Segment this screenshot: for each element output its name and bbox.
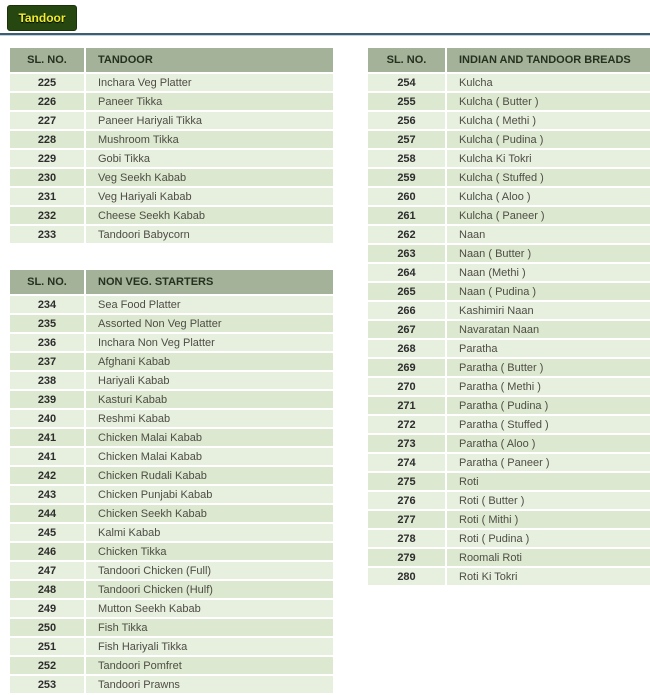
- tandoor-tab-button[interactable]: Tandoor: [7, 5, 77, 31]
- row-serial-number: 263: [368, 245, 445, 264]
- menu-item-name: Mushroom Tikka: [84, 131, 333, 150]
- row-serial-number: 232: [10, 207, 84, 226]
- menu-item-name: Chicken Tikka: [84, 543, 333, 562]
- menu-item-name: Tandoori Pomfret: [84, 657, 333, 676]
- table-row: [10, 486, 333, 505]
- menu-item-name: Chicken Malai Kabab: [84, 429, 333, 448]
- table-row: [368, 321, 650, 340]
- tandoor-table-body: [10, 74, 333, 245]
- table-row: [10, 467, 333, 486]
- menu-item-name: Fish Hariyali Tikka: [84, 638, 333, 657]
- row-serial-number: 270: [368, 378, 445, 397]
- table-row: [10, 207, 333, 226]
- row-serial-number: 262: [368, 226, 445, 245]
- row-serial-number: 246: [10, 543, 84, 562]
- menu-item-name: Gobi Tikka: [84, 150, 333, 169]
- row-serial-number: 243: [10, 486, 84, 505]
- row-serial-number: 235: [10, 315, 84, 334]
- menu-item-name: Chicken Seekh Kabab: [84, 505, 333, 524]
- table-row: [10, 429, 333, 448]
- table-row: [10, 581, 333, 600]
- breads-column-header: INDIAN AND TANDOOR BREADS: [445, 48, 650, 74]
- left-column: [10, 48, 333, 695]
- menu-item-name: Afghani Kabab: [84, 353, 333, 372]
- row-serial-number: 233: [10, 226, 84, 245]
- slno-column-header: SL. NO.: [368, 48, 445, 74]
- menu-item-name: Veg Hariyali Kabab: [84, 188, 333, 207]
- row-serial-number: 229: [10, 150, 84, 169]
- menu-item-name: Kulcha ( Paneer ): [445, 207, 650, 226]
- row-serial-number: 269: [368, 359, 445, 378]
- table-row: [10, 150, 333, 169]
- tandoor-table: [10, 48, 333, 245]
- non-veg-starters-table-body: [10, 296, 333, 695]
- row-serial-number: 238: [10, 372, 84, 391]
- table-row: [368, 530, 650, 549]
- table-row: [10, 543, 333, 562]
- menu-item-name: Roomali Roti: [445, 549, 650, 568]
- menu-item-name: Paneer Tikka: [84, 93, 333, 112]
- row-serial-number: 249: [10, 600, 84, 619]
- table-row: [10, 657, 333, 676]
- menu-item-name: Naan (Methi ): [445, 264, 650, 283]
- row-serial-number: 259: [368, 169, 445, 188]
- row-serial-number: 276: [368, 492, 445, 511]
- row-serial-number: 267: [368, 321, 445, 340]
- row-serial-number: 256: [368, 112, 445, 131]
- table-row: [10, 74, 333, 93]
- table-row: [368, 435, 650, 454]
- table-row: [368, 131, 650, 150]
- menu-item-name: Kulcha Ki Tokri: [445, 150, 650, 169]
- row-serial-number: 234: [10, 296, 84, 315]
- indian-tandoor-breads-table: [368, 48, 650, 587]
- row-serial-number: 280: [368, 568, 445, 587]
- row-serial-number: 226: [10, 93, 84, 112]
- menu-item-name: Naan: [445, 226, 650, 245]
- menu-item-name: Tandoori Prawns: [84, 676, 333, 695]
- menu-item-name: Paratha: [445, 340, 650, 359]
- row-serial-number: 258: [368, 150, 445, 169]
- menu-item-name: Tandoori Chicken (Hulf): [84, 581, 333, 600]
- menu-item-name: Paratha ( Butter ): [445, 359, 650, 378]
- table-row: [368, 245, 650, 264]
- row-serial-number: 272: [368, 416, 445, 435]
- row-serial-number: 244: [10, 505, 84, 524]
- menu-item-name: Paratha ( Stuffed ): [445, 416, 650, 435]
- table-row: [368, 74, 650, 93]
- table-row: [10, 93, 333, 112]
- row-serial-number: 241: [10, 448, 84, 467]
- menu-item-name: Reshmi Kabab: [84, 410, 333, 429]
- menu-item-name: Kulcha ( Methi ): [445, 112, 650, 131]
- menu-item-name: Kulcha ( Pudina ): [445, 131, 650, 150]
- row-serial-number: 227: [10, 112, 84, 131]
- non-veg-starters-column-header: NON VEG. STARTERS: [84, 270, 333, 296]
- menu-item-name: Kulcha: [445, 74, 650, 93]
- row-serial-number: 260: [368, 188, 445, 207]
- menu-item-name: Tandoori Babycorn: [84, 226, 333, 245]
- row-serial-number: 274: [368, 454, 445, 473]
- menu-item-name: Mutton Seekh Kabab: [84, 600, 333, 619]
- menu-item-name: Veg Seekh Kabab: [84, 169, 333, 188]
- row-serial-number: 264: [368, 264, 445, 283]
- table-row: [368, 340, 650, 359]
- menu-item-name: Roti ( Mithi ): [445, 511, 650, 530]
- menu-item-name: Navaratan Naan: [445, 321, 650, 340]
- row-serial-number: 268: [368, 340, 445, 359]
- table-row: [368, 302, 650, 321]
- menu-item-name: Roti ( Butter ): [445, 492, 650, 511]
- row-serial-number: 265: [368, 283, 445, 302]
- table-row: [10, 391, 333, 410]
- table-row: [368, 416, 650, 435]
- table-row: [368, 378, 650, 397]
- menu-item-name: Kashimiri Naan: [445, 302, 650, 321]
- table-row: [10, 296, 333, 315]
- menu-item-name: Tandoori Chicken (Full): [84, 562, 333, 581]
- table-row: [10, 353, 333, 372]
- menu-item-name: Roti: [445, 473, 650, 492]
- table-row: [368, 112, 650, 131]
- row-serial-number: 225: [10, 74, 84, 93]
- indian-tandoor-breads-table-body: [368, 74, 650, 587]
- row-serial-number: 228: [10, 131, 84, 150]
- row-serial-number: 248: [10, 581, 84, 600]
- menu-item-name: Naan ( Butter ): [445, 245, 650, 264]
- table-header-row: [368, 48, 650, 74]
- row-serial-number: 254: [368, 74, 445, 93]
- row-serial-number: 245: [10, 524, 84, 543]
- row-serial-number: 255: [368, 93, 445, 112]
- row-serial-number: 240: [10, 410, 84, 429]
- menu-item-name: Roti Ki Tokri: [445, 568, 650, 587]
- slno-column-header: SL. NO.: [10, 270, 84, 296]
- table-row: [10, 524, 333, 543]
- row-serial-number: 261: [368, 207, 445, 226]
- table-row: [10, 226, 333, 245]
- table-row: [10, 169, 333, 188]
- menu-item-name: Kasturi Kabab: [84, 391, 333, 410]
- tandoor-column-header: TANDOOR: [84, 48, 333, 74]
- table-header-row: [10, 270, 333, 296]
- row-serial-number: 250: [10, 619, 84, 638]
- row-serial-number: 247: [10, 562, 84, 581]
- table-row: [368, 169, 650, 188]
- right-column: [368, 48, 650, 587]
- row-serial-number: 266: [368, 302, 445, 321]
- slno-column-header: SL. NO.: [10, 48, 84, 74]
- row-serial-number: 252: [10, 657, 84, 676]
- table-row: [10, 315, 333, 334]
- table-row: [368, 511, 650, 530]
- menu-item-name: Chicken Punjabi Kabab: [84, 486, 333, 505]
- row-serial-number: 241: [10, 429, 84, 448]
- menu-item-name: Chicken Rudali Kabab: [84, 467, 333, 486]
- row-serial-number: 239: [10, 391, 84, 410]
- menu-item-name: Inchara Non Veg Platter: [84, 334, 333, 353]
- table-row: [368, 473, 650, 492]
- table-row: [368, 397, 650, 416]
- menu-item-name: Roti ( Pudina ): [445, 530, 650, 549]
- menu-item-name: Chicken Malai Kabab: [84, 448, 333, 467]
- menu-item-name: Paratha ( Aloo ): [445, 435, 650, 454]
- table-row: [10, 112, 333, 131]
- table-row: [368, 568, 650, 587]
- row-serial-number: 230: [10, 169, 84, 188]
- table-row: [10, 334, 333, 353]
- table-row: [10, 600, 333, 619]
- table-row: [10, 131, 333, 150]
- table-row: [368, 359, 650, 378]
- table-row: [368, 150, 650, 169]
- non-veg-starters-table: [10, 270, 333, 695]
- row-serial-number: 279: [368, 549, 445, 568]
- row-serial-number: 275: [368, 473, 445, 492]
- table-row: [10, 188, 333, 207]
- table-row: [10, 448, 333, 467]
- table-row: [10, 638, 333, 657]
- row-serial-number: 278: [368, 530, 445, 549]
- table-row: [368, 549, 650, 568]
- table-row: [368, 454, 650, 473]
- table-row: [368, 492, 650, 511]
- table-row: [10, 410, 333, 429]
- row-serial-number: 273: [368, 435, 445, 454]
- table-row: [368, 226, 650, 245]
- table-row: [10, 505, 333, 524]
- row-serial-number: 271: [368, 397, 445, 416]
- menu-item-name: Hariyali Kabab: [84, 372, 333, 391]
- table-row: [368, 207, 650, 226]
- menu-item-name: Paratha ( Paneer ): [445, 454, 650, 473]
- row-serial-number: 253: [10, 676, 84, 695]
- table-row: [10, 562, 333, 581]
- row-serial-number: 236: [10, 334, 84, 353]
- menu-item-name: Cheese Seekh Kabab: [84, 207, 333, 226]
- table-row: [10, 676, 333, 695]
- row-serial-number: 257: [368, 131, 445, 150]
- table-row: [368, 264, 650, 283]
- menu-item-name: Naan ( Pudina ): [445, 283, 650, 302]
- top-bar: [0, 0, 650, 35]
- menu-item-name: Paratha ( Methi ): [445, 378, 650, 397]
- row-serial-number: 237: [10, 353, 84, 372]
- menu-item-name: Kulcha ( Aloo ): [445, 188, 650, 207]
- menu-item-name: Fish Tikka: [84, 619, 333, 638]
- row-serial-number: 251: [10, 638, 84, 657]
- menu-item-name: Paratha ( Pudina ): [445, 397, 650, 416]
- menu-item-name: Kulcha ( Stuffed ): [445, 169, 650, 188]
- table-row: [10, 372, 333, 391]
- table-row: [368, 283, 650, 302]
- menu-item-name: Kulcha ( Butter ): [445, 93, 650, 112]
- table-row: [368, 188, 650, 207]
- table-header-row: [10, 48, 333, 74]
- row-serial-number: 277: [368, 511, 445, 530]
- table-row: [10, 619, 333, 638]
- menu-item-name: Sea Food Platter: [84, 296, 333, 315]
- row-serial-number: 242: [10, 467, 84, 486]
- menu-item-name: Kalmi Kabab: [84, 524, 333, 543]
- table-row: [368, 93, 650, 112]
- menu-item-name: Inchara Veg Platter: [84, 74, 333, 93]
- menu-item-name: Paneer Hariyali Tikka: [84, 112, 333, 131]
- row-serial-number: 231: [10, 188, 84, 207]
- menu-item-name: Assorted Non Veg Platter: [84, 315, 333, 334]
